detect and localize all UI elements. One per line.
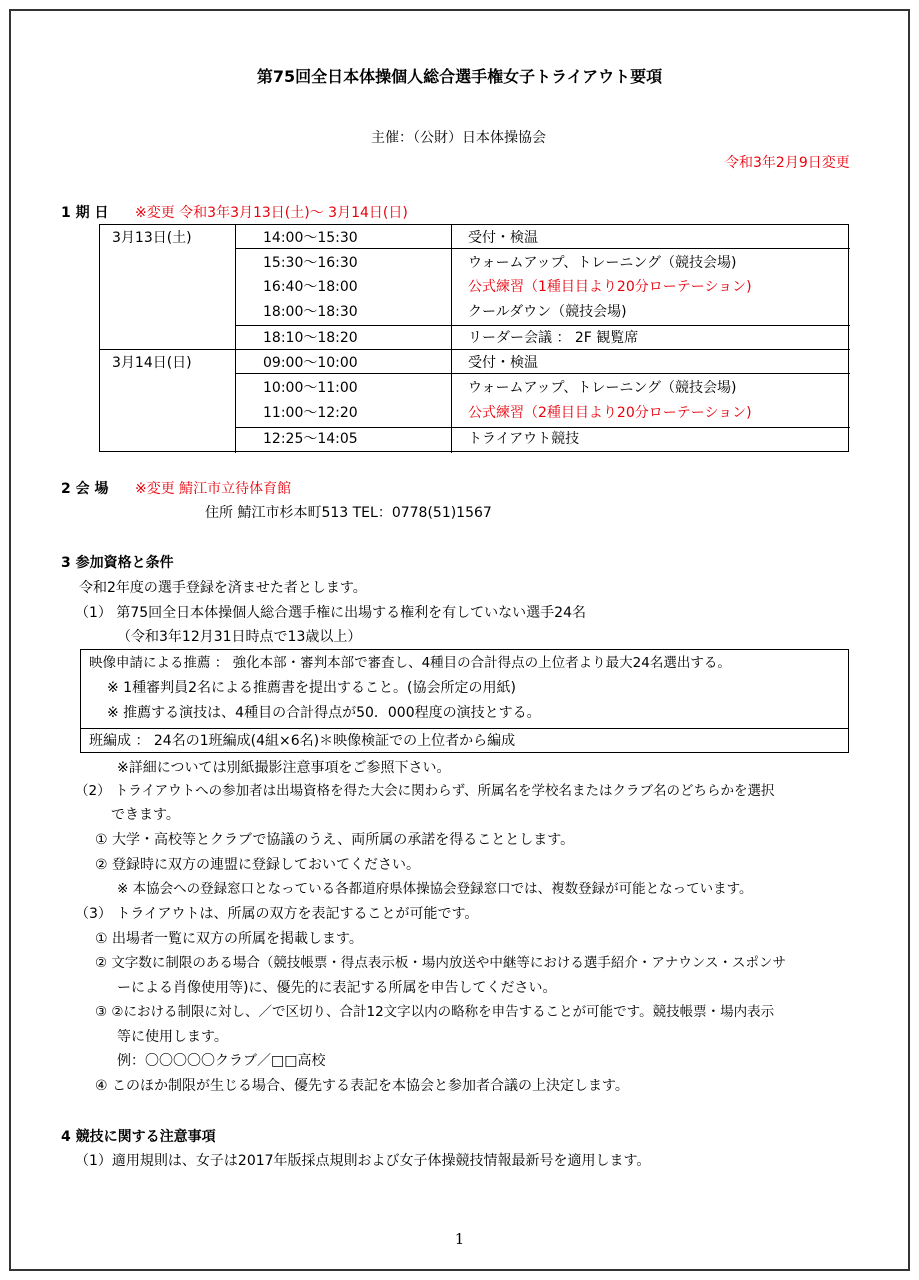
section3-item2-2: ② 登録時に双方の連盟に登録しておいてください。 xyxy=(95,857,420,873)
schedule-time: 15:30～16:30 xyxy=(263,255,358,271)
table-row-divider xyxy=(235,373,850,374)
section3-item2-cont: できます。 xyxy=(111,807,180,823)
section2-heading: 2 会 場 xyxy=(61,481,109,497)
schedule-activity: リーダー会議 ： 2F 観覧席 xyxy=(468,330,639,346)
section3-item3-3: ③ ②における制限に対し、／で区切り、合計12文字以内の略称を申告することが可能です。競技帳票・場内表示 xyxy=(95,1004,775,1020)
section1-heading: 1 期 日 xyxy=(61,205,109,221)
day-date: 3月13日(土) xyxy=(112,230,192,246)
table-row-divider xyxy=(235,248,850,249)
section3-item2-1: ① 大学・高校等とクラブで協議のうえ、両所属の承諾を得ることとします。 xyxy=(95,832,575,848)
section1-change-note: ※変更 令和3年3月13日(土)～ 3月14日(日) xyxy=(135,205,408,221)
schedule-table xyxy=(99,224,849,452)
table-col-divider xyxy=(451,225,452,453)
section3-item3-3-cont: 等に使用します。 xyxy=(117,1029,228,1045)
schedule-time: 16:40～18:00 xyxy=(263,279,358,295)
schedule-time: 18:10～18:20 xyxy=(263,330,358,346)
section3-item3-2-cont: ーによる肖像使用等)に、優先的に表記する所属を申告してください。 xyxy=(117,980,557,996)
day-date: 3月14日(日) xyxy=(112,355,192,371)
schedule-time: 18:00～18:30 xyxy=(263,304,358,320)
detail-note: ※詳細については別紙撮影注意事項をご参照下さい。 xyxy=(117,760,451,776)
section3-heading: 3 参加資格と条件 xyxy=(61,555,174,571)
recommendation-note: ※ 推薦する演技は、4種目の合計得点が50．000程度の演技とする。 xyxy=(107,705,541,721)
section3-item3-4: ④ このほか制限が生じる場合、優先する表記を本協会と参加者合議の上決定します。 xyxy=(95,1078,629,1094)
table-row-divider xyxy=(235,325,850,326)
recommendation-note: ※ 1種審判員2名による推薦書を提出すること。(協会所定の用紙) xyxy=(107,680,516,696)
schedule-activity: 受付・検温 xyxy=(468,230,538,246)
video-recommendation: 映像申請による推薦 ： 強化本部・審判本部で審査し、4種目の合計得点の上位者より最大24名選出する。 xyxy=(89,655,731,671)
venue-address: 住所 鯖江市杉本町513 TEL：0778(51)1567 xyxy=(205,505,492,521)
section3-item3-1: ① 出場者一覧に双方の所属を掲載します。 xyxy=(95,931,363,947)
schedule-time: 10:00～11:00 xyxy=(263,380,358,396)
section4-heading: 4 競技に関する注意事項 xyxy=(61,1129,216,1145)
schedule-activity: トライアウト競技 xyxy=(468,431,580,447)
section3-item2-note: ※ 本協会への登録窓口となっている各都道府県体操協会登録窓口では、複数登録が可能となっています。 xyxy=(117,881,753,897)
section3-item2: （2） トライアウトへの参加者は出場資格を得た大会に関わらず、所属名を学校名またはクラブ名のどちらかを選択 xyxy=(75,783,775,799)
document-title: 第75回全日本体操個人総合選手権女子トライアウト要項 xyxy=(256,67,663,86)
schedule-activity: 公式練習（2種目目より20分ローテーション) xyxy=(468,405,752,421)
organizer: 主催：（公財）日本体操協会 xyxy=(371,130,546,146)
section3-item1: （1） 第75回全日本体操個人総合選手権に出場する権利を有していない選手24名 xyxy=(75,605,586,621)
schedule-activity: ウォームアップ、トレーニング（競技会場) xyxy=(468,255,737,271)
section3-item3-2: ② 文字数に制限のある場合（競技帳票・得点表示板・場内放送や中継等における選手紹介・アナウンス・スポンサ xyxy=(95,955,786,971)
section3-example: 例：〇〇〇〇〇クラブ／□□高校 xyxy=(117,1053,326,1069)
schedule-activity: クールダウン（競技会場) xyxy=(468,304,627,320)
section2-change-note: ※変更 鯖江市立待体育館 xyxy=(135,481,292,497)
table-col-divider xyxy=(235,225,236,453)
schedule-time: 09:00～10:00 xyxy=(263,355,358,371)
group-formation: 班編成 ： 24名の1班編成(4組×6名)＊映像検証での上位者から編成 xyxy=(89,733,516,749)
section3-item1-note: （令和3年12月31日時点で13歳以上） xyxy=(117,629,362,645)
change-date: 令和3年2月9日変更 xyxy=(725,155,850,171)
schedule-time: 11:00～12:20 xyxy=(263,405,358,421)
schedule-time: 14:00～15:30 xyxy=(263,230,358,246)
page-number: 1 xyxy=(454,1230,465,1248)
section3-intro: 令和2年度の選手登録を済ませた者とします。 xyxy=(79,580,367,596)
section3-item3: （3） トライアウトは、所属の双方を表記することが可能です。 xyxy=(75,906,479,922)
schedule-activity: 受付・検温 xyxy=(468,355,538,371)
schedule-time: 12:25～14:05 xyxy=(263,431,358,447)
table-row-divider xyxy=(235,427,850,428)
schedule-activity: ウォームアップ、トレーニング（競技会場) xyxy=(468,380,737,396)
section4-item1: （1）適用規則は、女子は2017年版採点規則および女子体操競技情報最新号を適用します。 xyxy=(75,1153,651,1169)
table-row-divider xyxy=(100,349,850,350)
schedule-activity: 公式練習（1種目目より20分ローテーション) xyxy=(468,279,752,295)
